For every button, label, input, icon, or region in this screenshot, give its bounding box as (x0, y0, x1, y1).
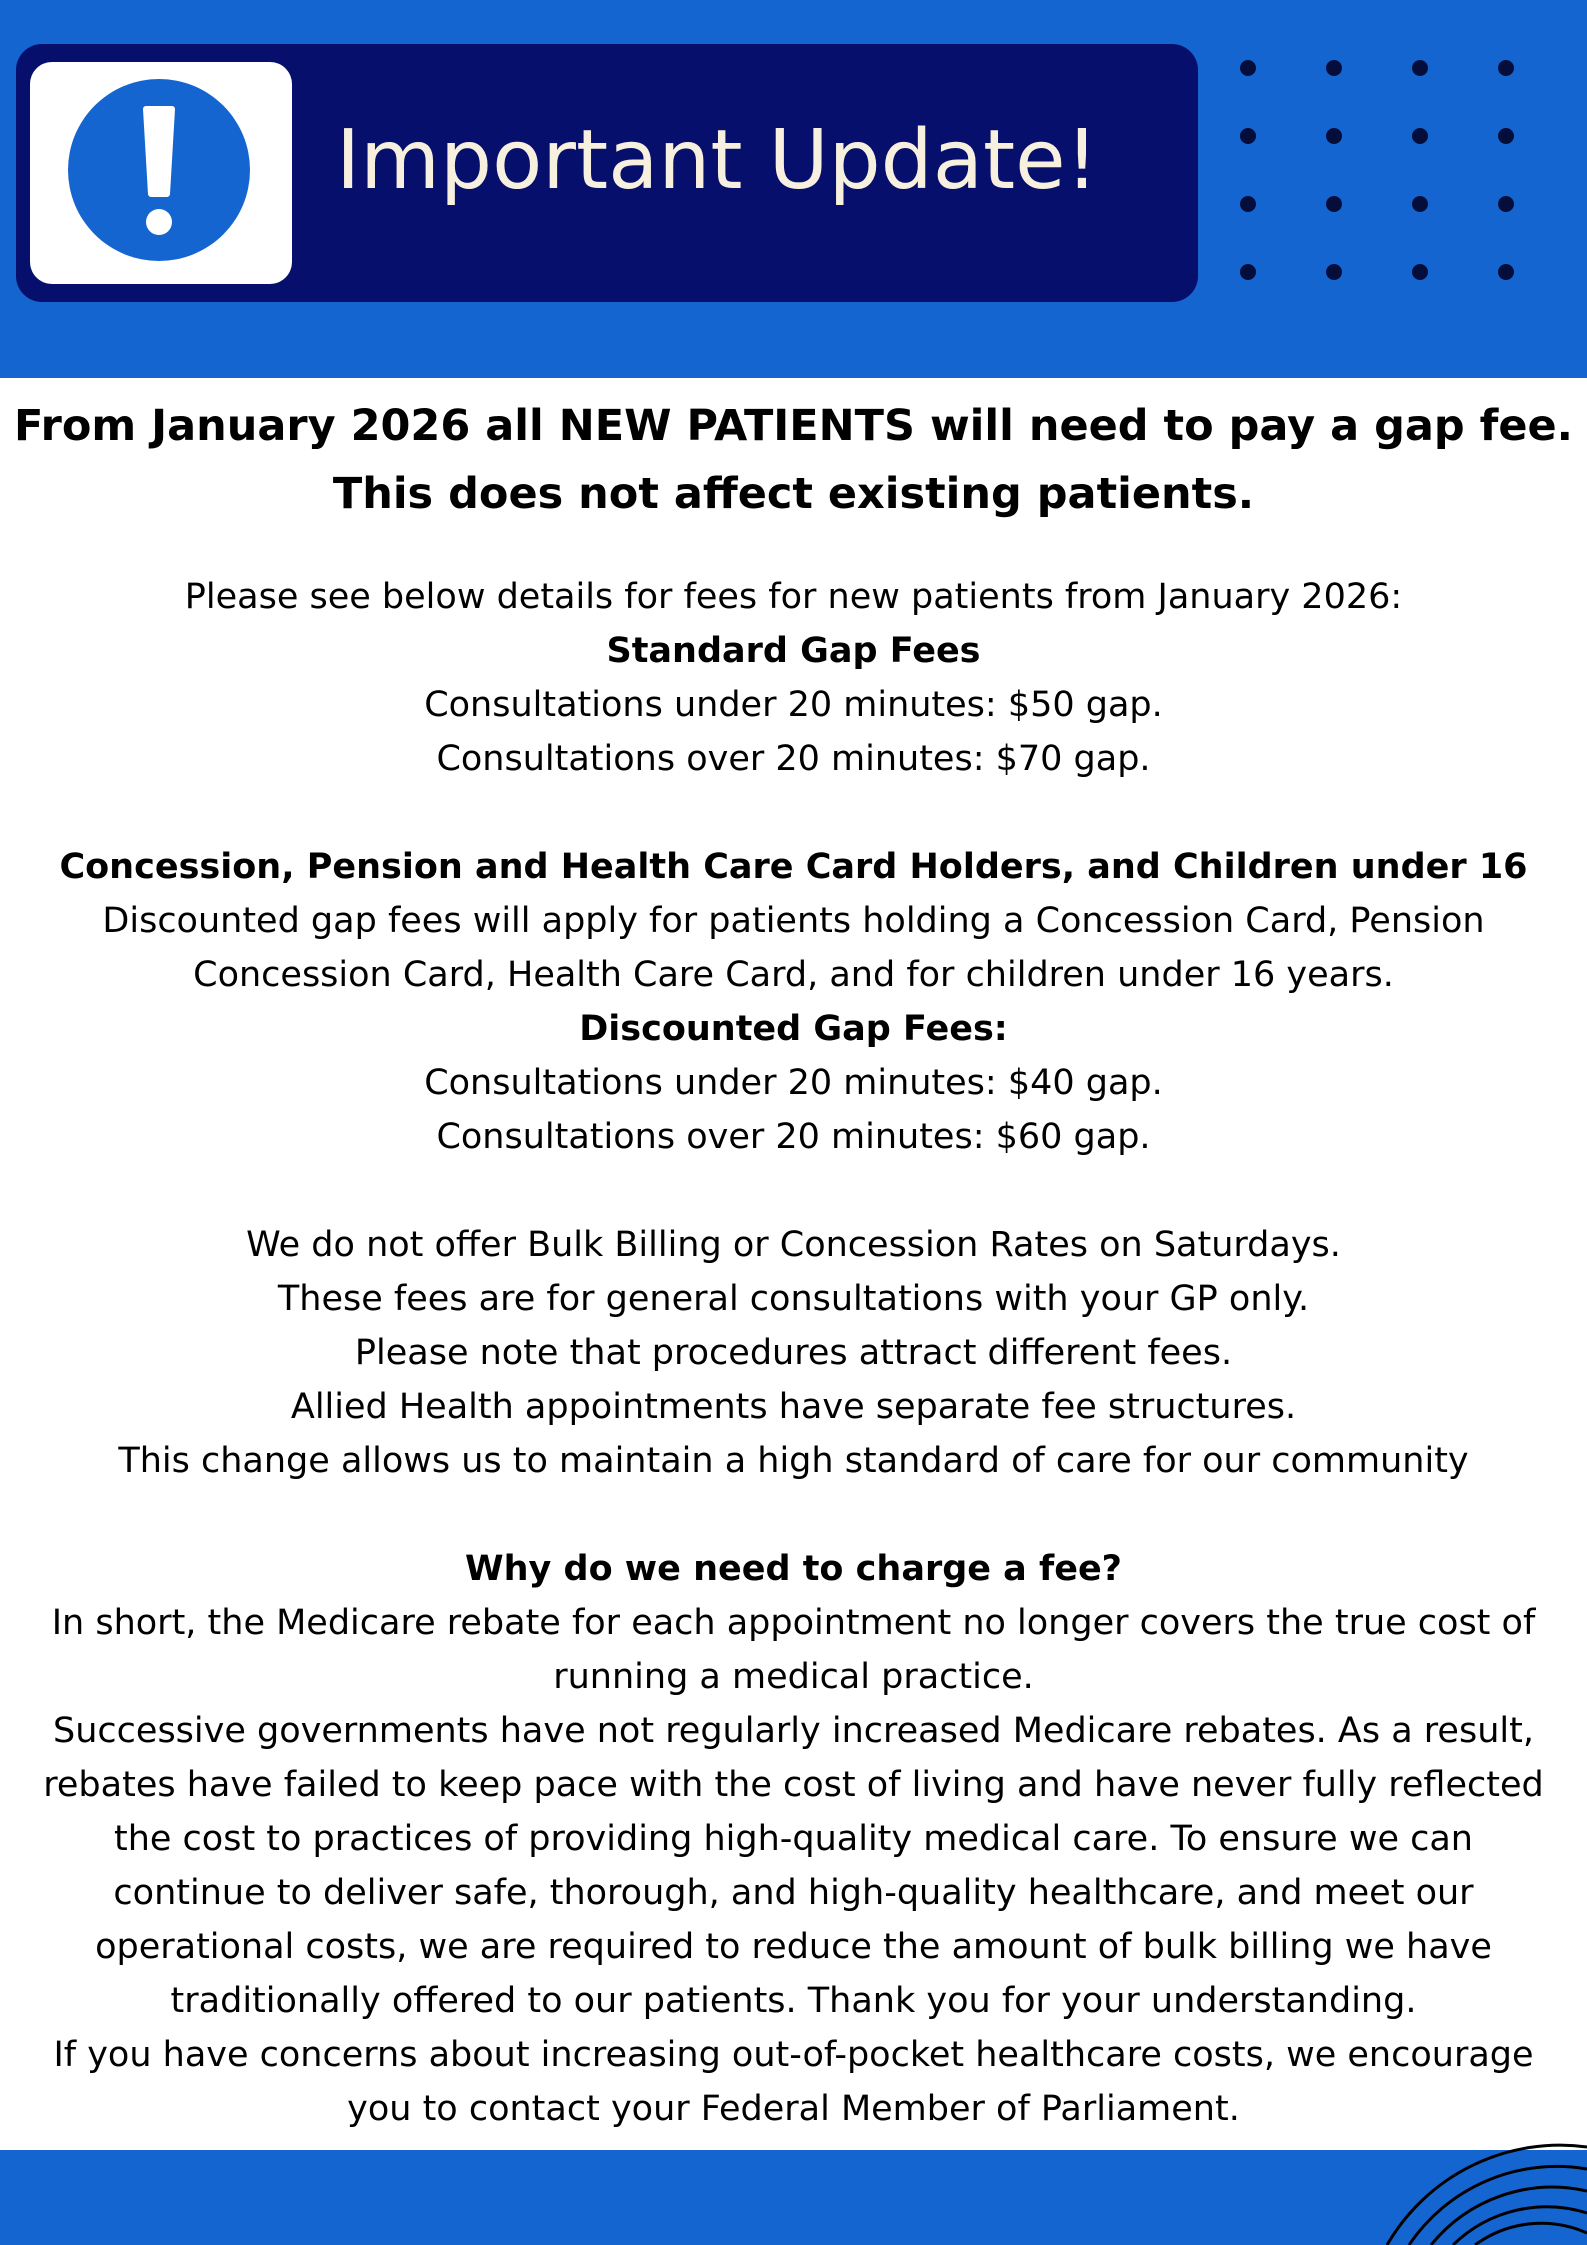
headline-line-1: From January 2026 all NEW PATIENTS will need to pay a gap fee. (13, 401, 1573, 451)
why-line: running a medical practice. (553, 1657, 1034, 1697)
notice-content (0, 392, 1587, 2136)
decorative-dot-grid (1240, 60, 1540, 285)
why-line: you to contact your Federal Member of Parliament. (347, 2089, 1240, 2129)
concession-heading: Concession, Pension and Health Care Card Holders, and Children under 16 (59, 847, 1528, 887)
headline-line-2: This does not affect existing patients. (332, 469, 1255, 519)
note-line: Allied Health appointments have separate fee structures. (290, 1387, 1297, 1427)
intro-text: Please see below details for fees for new patients from January 2026: (184, 577, 1403, 617)
standard-fee-over-20: Consultations over 20 minutes: $70 gap. (436, 739, 1151, 779)
why-line: the cost to practices of providing high-quality medical care. To ensure we can (113, 1819, 1473, 1859)
why-line: rebates have failed to keep pace with the cost of living and have never fully reflected (43, 1765, 1544, 1805)
note-line: These fees are for general consultations with your GP only. (277, 1279, 1310, 1319)
why-line: In short, the Medicare rebate for each appointment no longer covers the true cost of (51, 1603, 1536, 1643)
why-line: continue to deliver safe, thorough, and high-quality healthcare, and meet our (113, 1873, 1474, 1913)
why-line: If you have concerns about increasing out-of-pocket healthcare costs, we encourage (53, 2035, 1534, 2075)
why-line: Successive governments have not regularly increased Medicare rebates. As a result, (53, 1711, 1534, 1751)
note-line: We do not offer Bulk Billing or Concession Rates on Saturdays. (246, 1225, 1341, 1265)
note-line: Please note that procedures attract different fees. (354, 1333, 1233, 1373)
headline (0, 392, 1587, 528)
fee-details (0, 570, 1587, 2136)
why-line: operational costs, we are required to reduce the amount of bulk billing we have (95, 1927, 1492, 1967)
standard-fees-heading: Standard Gap Fees (606, 631, 981, 671)
standard-fee-under-20: Consultations under 20 minutes: $50 gap. (424, 685, 1163, 725)
concession-desc-2: Concession Card, Health Care Card, and for children under 16 years. (193, 955, 1394, 995)
why-line: traditionally offered to our patients. Thank you for your understanding. (170, 1981, 1417, 2021)
why-heading: Why do we need to charge a fee? (465, 1549, 1122, 1589)
page-title: Important Update! (336, 113, 1099, 208)
exclamation-icon (68, 79, 250, 261)
footer-band (0, 2150, 1587, 2245)
discounted-fee-over-20: Consultations over 20 minutes: $60 gap. (436, 1117, 1151, 1157)
concentric-arcs-decoration (1357, 2125, 1587, 2245)
concession-desc-1: Discounted gap fees will apply for patients holding a Concession Card, Pension (102, 901, 1485, 941)
note-line: This change allows us to maintain a high standard of care for our community (118, 1441, 1469, 1481)
discounted-fee-under-20: Consultations under 20 minutes: $40 gap. (424, 1063, 1163, 1103)
discounted-fees-heading: Discounted Gap Fees: (579, 1009, 1008, 1049)
